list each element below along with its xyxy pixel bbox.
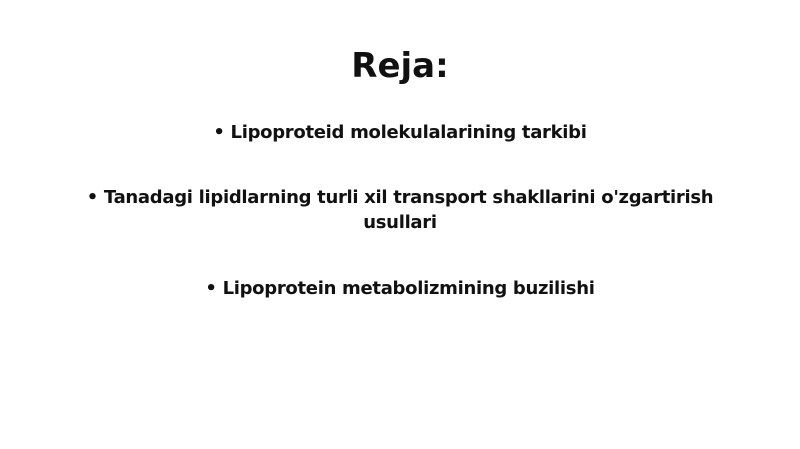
slide-title: Reja: bbox=[351, 46, 449, 86]
bullet-list bbox=[80, 120, 720, 301]
bullet-item: • Lipoprotein metabolizmining buzilishi bbox=[80, 276, 720, 301]
bullet-item: • Lipoproteid molekulalarining tarkibi bbox=[80, 120, 720, 145]
bullet-item: • Tanadagi lipidlarning turli xil transport shakllarini o'zgartirish usullari bbox=[80, 185, 720, 235]
